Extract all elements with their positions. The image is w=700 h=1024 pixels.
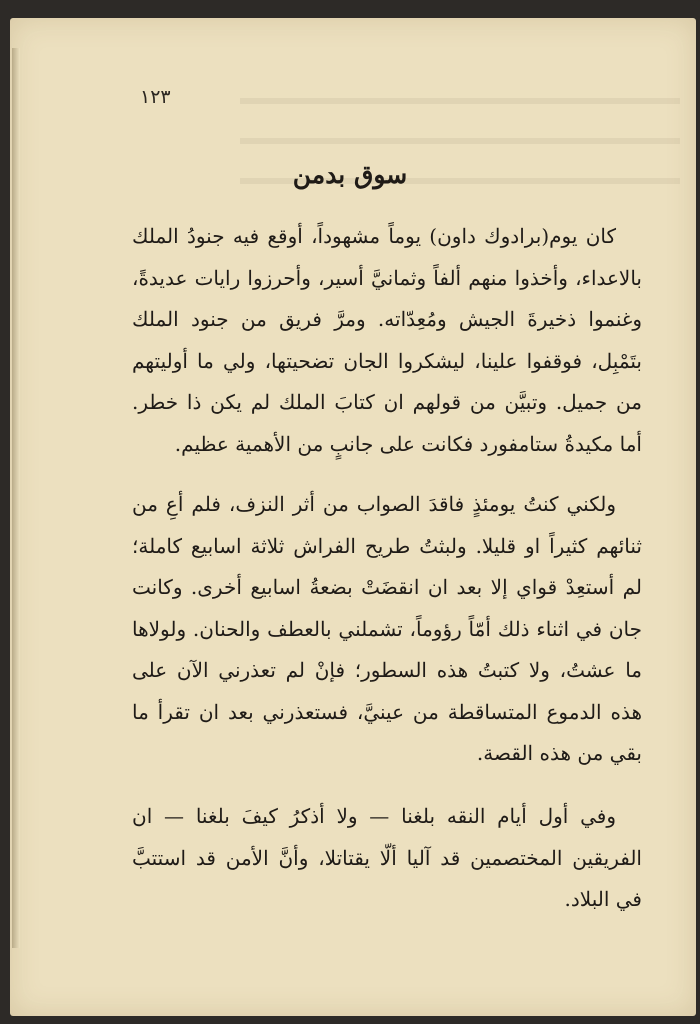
paragraph-text: ولكني كنتُ يومئذٍ فاقدَ الصواب من أثر النزف، فلم أعِ من ثنائهم كثيراً او قليلا. ولبثتُ طريح الفراش ثلاثة اسابيع كاملة؛ لم أستعِدْ قواي إلا بعد ان انقضَتْ بضعةُ اسابيع أخرى. وكانت جان في اثناء ذلك أمّاً رؤوماً، تشملني بالعطف والحنان. ولولاها ما عشتُ، ولا كتبتُ هذه السطور؛ فإنْ لم تعذرني الآن على هذه الدموع المتساقطة من عينيَّ، فستعذرني بعد ان تقرأ ما بقي من هذه القصة. — [132, 492, 642, 765]
bleed-through-text — [240, 98, 680, 218]
chapter-title: سوق بدمن — [292, 160, 408, 189]
page-number: ١٢٣ — [140, 86, 171, 108]
paragraph-1 — [132, 216, 642, 465]
paragraph-2 — [132, 484, 642, 775]
paragraph-text: كان يوم(برادوك داون) يوماً مشهوداً، أوقع فيه جنودُ الملك بالاعداء، وأخذوا منهم ألفاً وثمانيَّ أسير، وأحرزوا رايات عديدةً، وغنموا ذخيرةَ الجيش ومُعِدّاته. ومرَّ فريق من جنود الملك بتَمْبِل، فوقفوا علينا، ليشكروا الجان تضحيتها، ولي ما أوليتهم من جميل. وتبيَّن من قولهم ان كتابَ الملك لم يكن ذا خطر. أما مكيدةُ ستامفورد فكانت على جانبٍ من الأهمية عظيم. — [132, 224, 642, 456]
paragraph-text: وفي أول أيام النقه بلغنا — ولا أذكرُ كيفَ بلغنا — ان الفريقين المختصمين قد آليا ألّا يقتاتلا، وأنَّ الأمن قد استتبَّ في البلاد. — [132, 804, 642, 911]
paragraph-3 — [132, 796, 642, 921]
